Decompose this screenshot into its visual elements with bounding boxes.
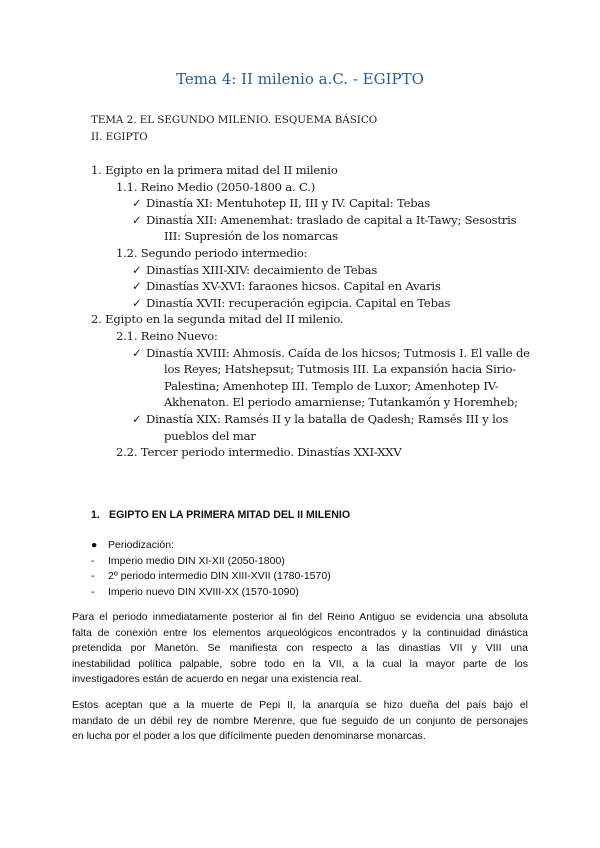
dash-icon: - [91,554,95,567]
checkmark-icon: ✓ [132,262,142,277]
outline-item [132,196,430,210]
outline-item-text: 2.1. Reino Nuevo: [116,329,218,343]
outline-item-text: Dinastías XIII-XIV: decaimiento de Tebas [146,262,378,277]
outline-item-text: 2. Egipto en la segunda mitad del II milenio. [91,312,344,327]
outline-item [91,312,343,326]
checkmark-icon: ✓ [132,412,142,426]
outline-item [164,229,338,243]
bullet-icon: ● [91,539,98,551]
outline-item-text: 1. Egipto en la primera mitad del II milenio [91,163,338,177]
periodization-label: Periodización: [108,539,174,551]
scan-header-2: II. EGIPTO [91,131,148,143]
outline-item-text: Dinastía XII: Amenemhat: traslado de capital a It-Tawy; Sesostris [146,212,517,227]
outline-item [164,395,518,409]
outline-item [132,296,450,310]
outline-item [116,329,218,343]
checkmark-icon: ✓ [132,279,142,294]
outline-item-text: 2.2. Tercer periodo intermedio. Dinastías XXI-XXV [116,445,402,460]
outline-item [116,180,315,194]
outline-item-text: Dinastía XVIII: Ahmosis. Caída de los hicsos; Tutmosis I. El valle de [146,345,530,360]
outline-item [164,362,516,376]
period-item: 2º periodo intermedio DIN XIII-XVII (1780-1570) [108,570,331,582]
outline-item [164,379,499,393]
outline-item-text: Dinastías XV-XVI: faraones hicsos. Capital en Avaris [146,279,441,294]
outline-item-text: los Reyes; Hatshepsut; Tutmosis III. La expansión hacia Sirio- [164,362,517,377]
outline-item [132,346,530,360]
outline-item [132,412,508,426]
section-number: 1. [91,509,100,521]
paragraph-line: Para el periodo inmediatamente posterior al fin del Reino Antiguo se evidencia una absoluta [72,611,528,623]
outline-item-text: III: Supresión de los nomarcas [164,229,338,244]
outline-item [164,429,256,443]
outline-item-text: 1.2. Segundo periodo intermedio: [116,246,308,260]
checkmark-icon: ✓ [132,212,142,227]
outline-item-text: Akhenaton. El periodo amarniense; Tutankamón y Horemheb; [164,395,518,410]
outline-item-text: Dinastía XI: Mentuhotep II, III y IV. Capital: Tebas [146,196,430,211]
paragraph-line: inestabilidad política palpable, sobre todo en la VII, a la cual la mayor parte de los [72,657,528,670]
paragraph-line: falta de conexión entre los elementos arqueológicos encontrados y la continuidad dinástica [72,626,528,639]
dash-icon: - [91,585,95,598]
outline-item [132,213,516,227]
outline-item-text: 1.1. Reino Medio (2050-1800 a. C.) [116,179,316,194]
paragraph-line: Estos aceptan que a la muerte de Pepi II, la anarquía se hizo dueña del país bajo el [72,699,528,711]
period-item: Imperio nuevo DIN XVIII-XX (1570-1090) [108,585,299,598]
paragraph-line: pretendida por Manetón. Se manifiesta con respecto a las dinastías VII y VIII una [72,642,528,654]
checkmark-icon: ✓ [132,345,142,360]
section-heading-text: EGIPTO EN LA PRIMERA MITAD DEL II MILENIO [109,509,351,521]
paragraph-line: investigadores están de acuerdo en negar una existencia real. [72,673,362,685]
outline-item-text: pueblos del mar [164,428,256,443]
outline-item [91,163,338,177]
paragraph-line: mandato de un débil rey de nombre Merenre, que fue seguido de un conjunto de personajes [72,714,528,727]
dash-icon: - [91,570,95,582]
outline-item-text: Palestina; Amenhotep III. Templo de Luxor; Amenhotep IV- [164,378,499,393]
outline-item-text: Dinastía XIX: Ramsés II y la batalla de Qadesh; Ramsés III y los [146,412,509,426]
checkmark-icon: ✓ [132,295,142,310]
outline-item [132,263,377,277]
section-heading [91,509,350,521]
outline-item [132,279,441,293]
checkmark-icon: ✓ [132,196,142,211]
paragraph-1 [72,610,528,688]
outline-item-text: Dinastía XVII: recuperación egipcia. Capital en Tebas [146,295,451,310]
period-item: Imperio medio DIN XI-XII (2050-1800) [108,554,285,567]
outline-item [116,246,307,260]
outline-item [116,445,402,459]
paragraph-2 [72,698,528,745]
scan-header-1: TEMA 2. EL SEGUNDO MILENIO. ESQUEMA BÁSICO [91,114,378,126]
page-title: Tema 4: II milenio a.C. - EGIPTO [176,70,424,88]
paragraph-line: en lucha por el poder a los que difícilmente pueden denominarse monarcas. [72,730,426,742]
